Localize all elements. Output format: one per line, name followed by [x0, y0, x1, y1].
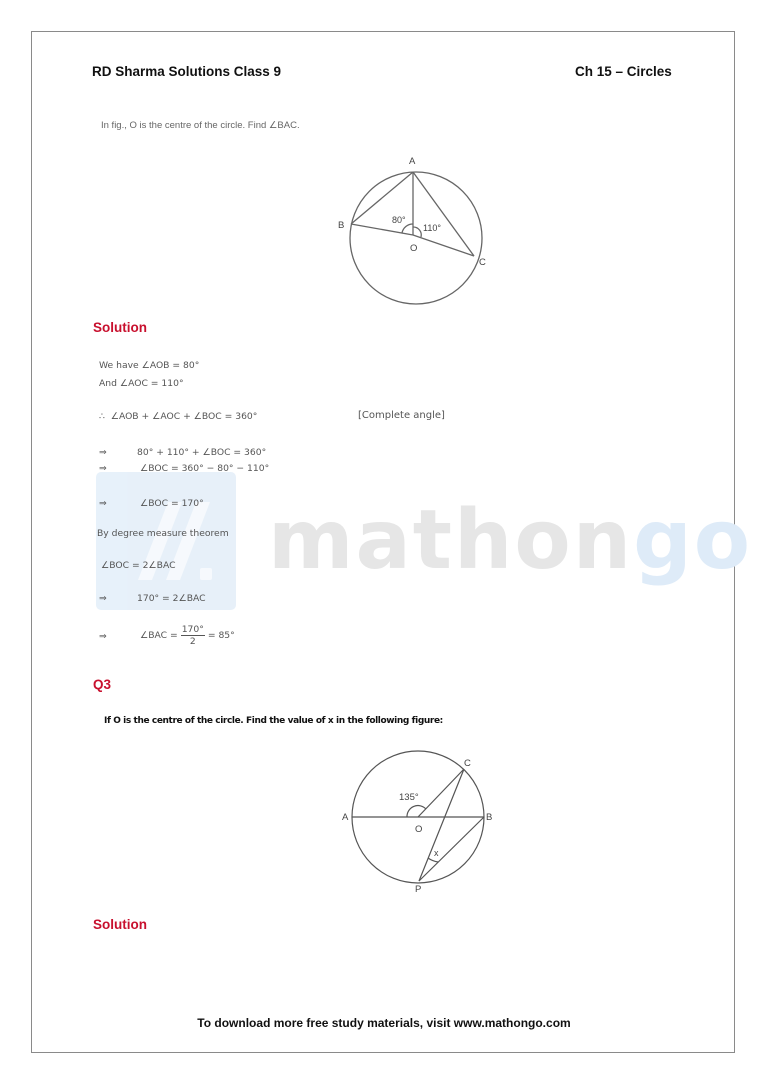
angle-aoc-label: 110° [423, 223, 441, 233]
header-book-title: RD Sharma Solutions Class 9 [92, 64, 282, 79]
label-o: O [415, 824, 423, 835]
solution-line: By degree measure theorem [97, 528, 229, 539]
solution-heading: Solution [93, 320, 147, 335]
circle-figure-1 [330, 148, 500, 313]
angle-aoc-label: 135° [399, 792, 419, 803]
question-heading: Q3 [93, 677, 112, 692]
solution-line: And ∠AOC = 110° [99, 378, 184, 389]
header-chapter-title: Ch 15 – Circles [575, 64, 672, 79]
solution-line: ⇒ ∠BOC = 170° [99, 498, 204, 509]
footer-text: To download more free study materials, visit www.mathongo.com [197, 1016, 571, 1030]
mathongo-watermark-text: mathongo [268, 493, 753, 588]
circle-figure-2 [330, 745, 510, 895]
solution-heading: Solution [93, 917, 147, 932]
label-p: P [415, 884, 422, 895]
label-a: A [342, 812, 349, 823]
solution-line: ⇒ ∠BOC = 360° − 80° − 110° [99, 463, 270, 474]
fraction: $\frac{170^\circ}{2}$ [181, 624, 204, 647]
angle-aob-label: 80° [392, 215, 406, 225]
solution-line: We have ∠AOB = 80° [99, 360, 200, 371]
label-c: C [479, 257, 486, 268]
mathongo-watermark-logo [96, 472, 236, 610]
label-b: B [486, 812, 493, 823]
label-b: B [338, 220, 345, 231]
label-a: A [409, 156, 416, 167]
solution-line: ⇒ 80° + 110° + ∠BOC = 360° [99, 447, 267, 458]
question-text: In fig., O is the centre of the circle. Find ∠BAC. [101, 120, 300, 131]
solution-note: [Complete angle] [358, 410, 445, 421]
solution-line: ⇒ 170° = 2∠BAC [99, 593, 206, 604]
logo-slashes-icon [96, 472, 236, 610]
solution-line: ∴ ∠AOB + ∠AOC + ∠BOC = 360° [99, 411, 258, 422]
solution-line: ∠BOC = 2∠BAC [101, 560, 176, 571]
angle-x-label: x [434, 848, 439, 858]
label-c: C [464, 758, 471, 769]
label-o: O [410, 243, 418, 254]
question-text: If O is the centre of the circle. Find the value of x in the following figure: [104, 716, 443, 726]
